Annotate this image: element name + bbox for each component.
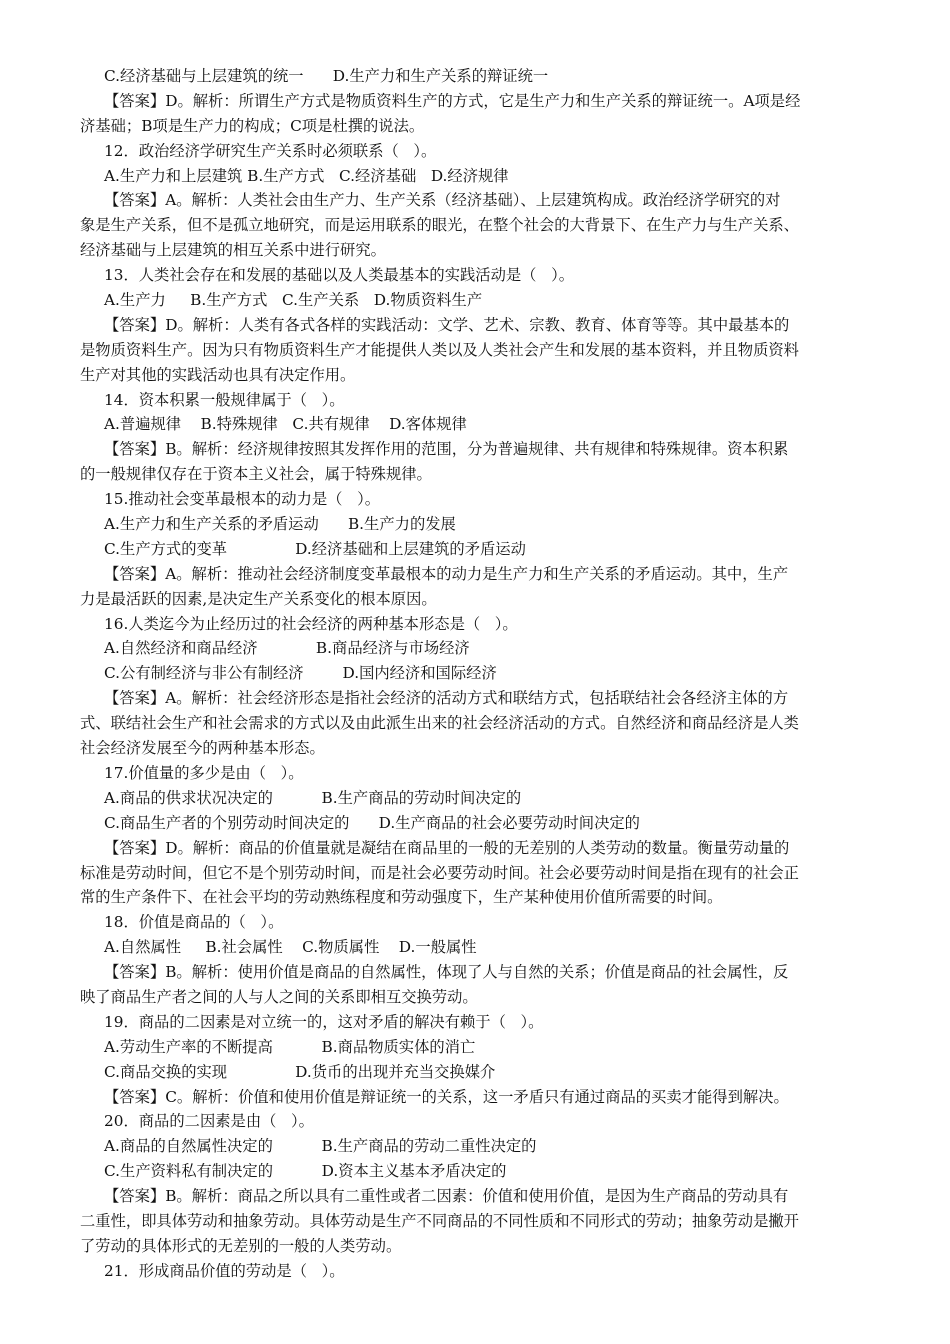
text-line: 标准是劳动时间，但它不是个别劳动时间，而是社会必要劳动时间。社会必要劳动时间是指在现有的社会正: [80, 863, 799, 882]
answer-line: 【答案】C。解析：价值和使用价值是辩证统一的关系，这一矛盾只有通过商品的买卖才能得到解决。: [104, 1087, 789, 1106]
option-line: A.自然经济和商品经济 B.商品经济与市场经济: [104, 639, 470, 658]
text-line: 生产对其他的实践活动也具有决定作用。: [80, 365, 356, 384]
text-line: 的一般规律仅存在于资本主义社会，属于特殊规律。: [80, 465, 432, 484]
answer-line: 【答案】D。解析：人类有各式各样的实践活动：文学、艺术、宗教、教育、体育等等。其中最基本的: [104, 315, 790, 334]
option-line: C.生产资料私有制决定的 D.资本主义基本矛盾决定的: [104, 1162, 507, 1181]
document-page: [80, 64, 870, 1284]
option-line: A.普遍规律 B.特殊规律 C.共有规律 D.客体规律: [104, 415, 467, 434]
question-line: 15.推动社会变革最根本的动力是（ ）。: [104, 490, 381, 509]
option-line: C.生产方式的变革 D.经济基础和上层建筑的矛盾运动: [104, 539, 526, 558]
text-line: 经济基础与上层建筑的相互关系中进行研究。: [80, 241, 386, 260]
option-line: C.经济基础与上层建筑的统一 D.生产力和生产关系的辩证统一: [104, 67, 549, 85]
text-line: 济基础；B项是生产力的构成；C项是杜撰的说法。: [80, 116, 425, 135]
answer-line: 【答案】B。解析：经济规律按照其发挥作用的范围，分为普遍规律、共有规律和特殊规律。资本积累: [104, 440, 789, 459]
text-line: 映了商品生产者之间的人与人之间的关系即相互交换劳动。: [80, 987, 478, 1006]
answer-line: 【答案】D。解析：所谓生产方式是物质资料生产的方式，它是生产力和生产关系的辩证统一。A项是经: [104, 91, 801, 110]
option-line: A.生产力和生产关系的矛盾运动 B.生产力的发展: [104, 515, 456, 534]
text-line: 社会经济发展至今的两种基本形态。: [80, 739, 325, 758]
option-line: A.生产力 B.生产方式 C.生产关系 D.物质资料生产: [104, 291, 483, 310]
answer-line: 【答案】B。解析：商品之所以具有二重性或者二因素：价值和使用价值，是因为生产商品的劳动具有: [104, 1187, 789, 1206]
option-line: A.商品的供求状况决定的 B.生产商品的劳动时间决定的: [104, 788, 522, 807]
answer-line: 【答案】D。解析：商品的价值量就是凝结在商品里的一般的无差别的人类劳动的数量。衡量劳动量的: [104, 838, 790, 857]
question-line: 18．价值是商品的（ ）。: [104, 913, 284, 932]
question-line: 13．人类社会存在和发展的基础以及人类最基本的实践活动是（ ）。: [104, 266, 575, 285]
option-line: C.商品交换的实现 D.货币的出现并充当交换媒介: [104, 1062, 496, 1081]
text-line: 常的生产条件下、在社会平均的劳动熟练程度和劳动强度下，生产某种使用价值所需要的时间。: [80, 888, 723, 907]
option-line: A.商品的自然属性决定的 B.生产商品的劳动二重性决定的: [104, 1137, 537, 1156]
text-line: 力是最活跃的因素,是决定生产关系变化的根本原因。: [80, 589, 437, 608]
answer-line: 【答案】A。解析：推动社会经济制度变革最根本的动力是生产力和生产关系的矛盾运动。其中，生产: [104, 564, 789, 583]
question-line: 21．形成商品价值的劳动是（ ）。: [104, 1261, 345, 1280]
text-line: 了劳动的具体形式的无差别的一般的人类劳动。: [80, 1236, 402, 1255]
text-line: 式、联结社会生产和社会需求的方式以及由此派生出来的社会经济活动的方式。自然经济和商品经济是人类: [80, 714, 799, 733]
answer-line: 【答案】B。解析：使用价值是商品的自然属性，体现了人与自然的关系；价值是商品的社会属性，反: [104, 963, 789, 982]
option-line: A.劳动生产率的不断提高 B.商品物质实体的消亡: [104, 1037, 476, 1056]
option-line: A.生产力和上层建筑 B.生产方式 C.经济基础 D.经济规律: [104, 166, 509, 185]
option-line: C.公有制经济与非公有制经济 D.国内经济和国际经济: [104, 664, 497, 683]
question-line: 12．政治经济学研究生产关系时必须联系（ ）。: [104, 141, 437, 160]
question-line: 19．商品的二因素是对立统一的，这对矛盾的解决有赖于（ ）。: [104, 1012, 544, 1031]
question-line: 17.价值量的多少是由（ ）。: [104, 763, 304, 782]
text-line: 是物质资料生产。因为只有物质资料生产才能提供人类以及人类社会产生和发展的基本资料，并且物质资料: [80, 340, 799, 359]
question-line: 20．商品的二因素是由（ ）。: [104, 1112, 314, 1131]
option-line: C.商品生产者的个别劳动时间决定的 D.生产商品的社会必要劳动时间决定的: [104, 813, 640, 832]
text-line: 象是生产关系，但不是孤立地研究，而是运用联系的眼光，在整个社会的大背景下、在生产力与生产关系、: [80, 216, 799, 235]
question-line: 14．资本积累一般规律属于（ ）。: [104, 390, 345, 409]
text-line: 二重性，即具体劳动和抽象劳动。具体劳动是生产不同商品的不同性质和不同形式的劳动；抽象劳动是撇开: [80, 1211, 799, 1230]
answer-line: 【答案】A。解析：人类社会由生产力、生产关系（经济基础）、上层建筑构成。政治经济学研究的对: [104, 191, 781, 210]
question-line: 16.人类迄今为止经历过的社会经济的两种基本形态是（ ）。: [104, 614, 518, 633]
answer-line: 【答案】A。解析：社会经济形态是指社会经济的活动方式和联结方式，包括联结社会各经济主体的方: [104, 689, 789, 708]
option-line: A.自然属性 B.社会属性 C.物质属性 D.一般属性: [104, 938, 477, 957]
